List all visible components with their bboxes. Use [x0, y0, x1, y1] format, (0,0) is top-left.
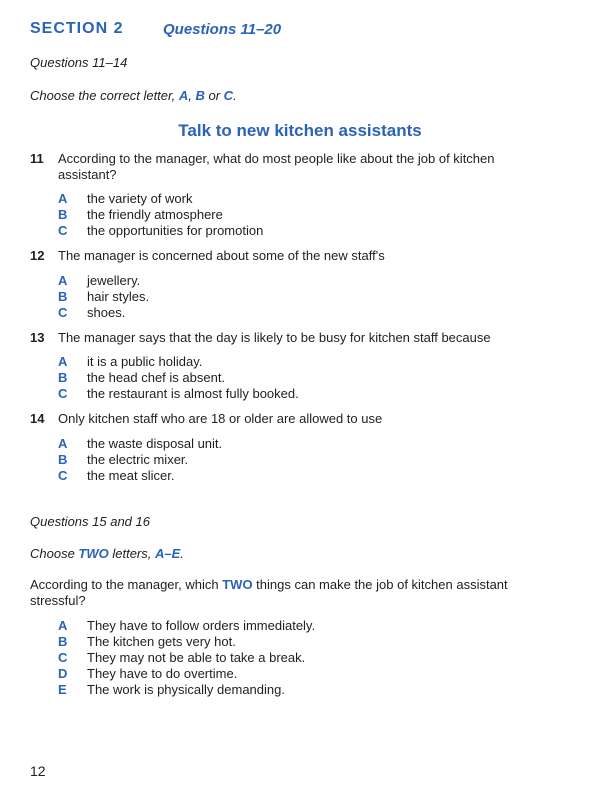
question-text: Only kitchen staff who are 18 or older are allowed to use [58, 411, 383, 426]
question-line [30, 577, 508, 593]
two-emphasis: TWO [222, 577, 253, 592]
part1-heading: Questions 11–14 [30, 55, 128, 70]
part2-question [30, 577, 508, 609]
part1-instruction [30, 88, 237, 103]
option-text: They have to do overtime. [87, 666, 238, 681]
option-letter: B [58, 207, 68, 222]
option-letter: A [58, 618, 68, 633]
question-line: According to the manager, what do most people like about the job of kitchen [58, 151, 495, 166]
option-text: They have to follow orders immediately. [87, 618, 316, 633]
instruction-text: letters, [108, 546, 155, 561]
option-text: the head chef is absent. [87, 370, 226, 385]
option-letter: C [58, 305, 68, 320]
option-letter: A [58, 273, 68, 288]
letter-c: C [223, 88, 234, 103]
option-text: it is a public holiday. [87, 354, 203, 369]
question-line: stressful? [30, 593, 86, 608]
option-letter: B [58, 289, 68, 304]
instruction-text: Choose [30, 546, 79, 561]
question-text: The manager is concerned about some of the new staff's [58, 248, 385, 263]
option-letter: D [58, 666, 68, 681]
option-letter: B [58, 452, 68, 467]
option-text: the meat slicer. [87, 468, 175, 483]
option-text: The work is physically demanding. [87, 682, 285, 697]
page-number: 12 [30, 763, 46, 779]
option-text: the electric mixer. [87, 452, 189, 467]
option-text: hair styles. [87, 289, 150, 304]
part2-instruction [30, 546, 184, 561]
option-text: the variety of work [87, 191, 193, 206]
option-text: The kitchen gets very hot. [87, 634, 236, 649]
option-letter: C [58, 386, 68, 401]
part2-heading: Questions 15 and 16 [30, 514, 150, 529]
question-text: According to the manager, which [30, 577, 223, 592]
option-text: jewellery. [87, 273, 141, 288]
separator: , [188, 88, 196, 103]
letter-range: A–E [155, 546, 181, 561]
option-text: They may not be able to take a break. [87, 650, 306, 665]
option-letter: E [58, 682, 67, 697]
option-letter: A [58, 354, 68, 369]
letter-a: A [178, 88, 189, 103]
period: . [233, 88, 237, 103]
option-text: the opportunities for promotion [87, 223, 264, 238]
section-title: SECTION 2 [30, 20, 124, 37]
option-letter: A [58, 436, 68, 451]
separator: or [204, 88, 224, 103]
option-text: the friendly atmosphere [87, 207, 223, 222]
option-text: the waste disposal unit. [87, 436, 223, 451]
option-letter: B [58, 370, 68, 385]
page-title: Talk to new kitchen assistants [178, 121, 422, 140]
question-number: 14 [30, 411, 45, 426]
question-number: 13 [30, 330, 45, 345]
instruction-text: Choose the correct letter, [30, 88, 179, 103]
option-text: shoes. [87, 305, 126, 320]
option-letter: C [58, 468, 68, 483]
question-text [58, 151, 495, 183]
option-letter: C [58, 223, 68, 238]
two-emphasis: TWO [78, 546, 109, 561]
option-letter: B [58, 634, 68, 649]
section-questions-range: Questions 11–20 [163, 21, 282, 38]
option-text: the restaurant is almost fully booked. [87, 386, 299, 401]
question-number: 11 [30, 151, 44, 166]
option-letter: C [58, 650, 68, 665]
letter-b: B [195, 88, 205, 103]
question-number: 12 [30, 248, 45, 263]
period: . [180, 546, 184, 561]
question-text: things can make the job of kitchen assistant [252, 577, 508, 592]
question-line: assistant? [58, 167, 117, 182]
option-letter: A [58, 191, 68, 206]
question-text: The manager says that the day is likely to be busy for kitchen staff because [58, 330, 491, 345]
